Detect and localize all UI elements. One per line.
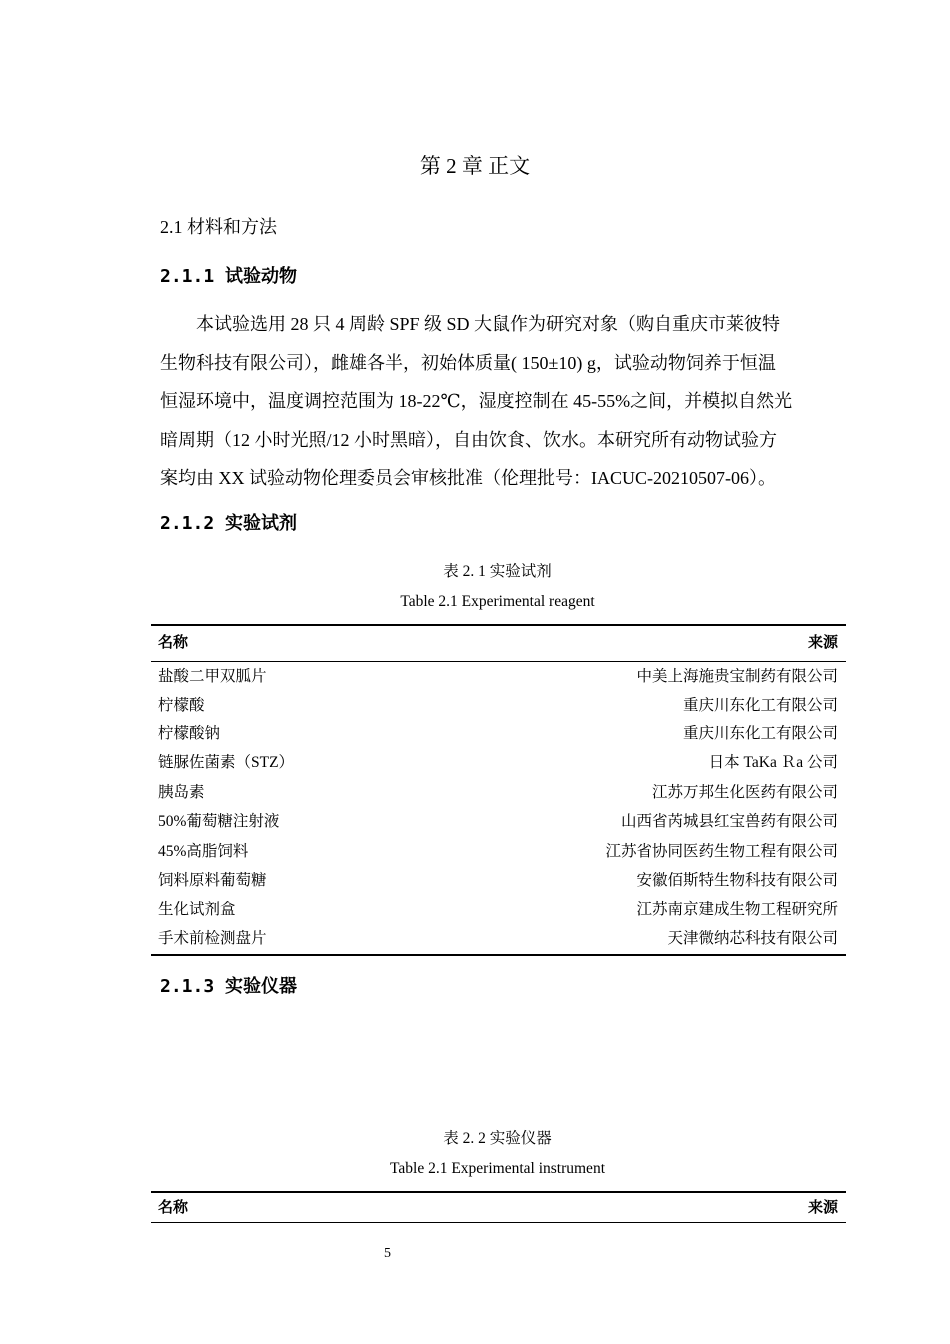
section-heading-2-1-2: 2.1.2 实验试剂 bbox=[160, 513, 298, 534]
reagent-name: 柠檬酸 bbox=[158, 697, 205, 714]
table1-top-rule bbox=[151, 624, 846, 626]
table-row bbox=[158, 926, 838, 955]
table-row bbox=[158, 750, 838, 779]
section-heading-2-1-1: 2.1.1 试验动物 bbox=[160, 266, 298, 287]
reagent-name: 45%高脂饲料 bbox=[158, 843, 249, 860]
reagent-source: 天津微纳芯科技有限公司 bbox=[667, 930, 838, 947]
table2-header-source: 来源 bbox=[807, 1198, 838, 1216]
reagent-name: 胰岛素 bbox=[158, 784, 205, 801]
table1-caption-en: Table 2.1 Experimental reagent bbox=[400, 593, 595, 610]
table2-top-rule bbox=[151, 1191, 846, 1193]
page-number: 5 bbox=[384, 1246, 391, 1261]
reagent-source: 安徽佰斯特生物科技有限公司 bbox=[636, 872, 838, 889]
table1-header-row bbox=[158, 631, 838, 660]
table-row bbox=[158, 721, 838, 750]
paragraph-line: 本试验选用 28 只 4 周龄 SPF 级 SD 大鼠作为研究对象（购自重庆市莱彼特 bbox=[196, 314, 781, 334]
paragraph-line: 恒湿环境中，温度调控范围为 18-22℃，湿度控制在 45-55%之间，并模拟自然光 bbox=[160, 391, 793, 411]
body-paragraph bbox=[160, 305, 837, 498]
reagent-source: 山西省芮城县红宝兽药有限公司 bbox=[620, 813, 838, 830]
section-heading-2-1-3: 2.1.3 实验仪器 bbox=[160, 976, 298, 997]
reagent-name: 盐酸二甲双胍片 bbox=[158, 668, 267, 685]
table2-caption-en: Table 2.1 Experimental instrument bbox=[390, 1160, 605, 1177]
paragraph-line: 暗周期（12 小时光照/12 小时黑暗），自由饮食、饮水。本研究所有动物试验方 bbox=[160, 429, 777, 450]
paragraph-line: 案均由 XX 试验动物伦理委员会审核批准（伦理批号：IACUC-20210507-06）。 bbox=[160, 468, 776, 488]
table2-header-name: 名称 bbox=[158, 1198, 189, 1216]
table1-bottom-rule bbox=[151, 954, 846, 956]
table-row bbox=[158, 809, 838, 838]
table-row bbox=[158, 780, 838, 809]
table1-header-name: 名称 bbox=[158, 633, 189, 651]
table-row bbox=[158, 868, 838, 897]
reagent-source: 中美上海施贵宝制药有限公司 bbox=[636, 668, 838, 685]
reagent-name: 链脲佐菌素（STZ） bbox=[158, 754, 295, 771]
table-row bbox=[158, 693, 838, 722]
reagent-source: 日本 TaKa Ｒa 公司 bbox=[708, 754, 838, 771]
table2-caption-cn: 表 2. 2 实验仪器 bbox=[443, 1130, 552, 1147]
reagent-source: 重庆川东化工有限公司 bbox=[682, 725, 838, 742]
table1-header-rule bbox=[151, 661, 846, 662]
table1-header-source: 来源 bbox=[807, 633, 838, 651]
reagent-name: 柠檬酸钠 bbox=[158, 725, 221, 742]
table-row bbox=[158, 897, 838, 926]
table2-header-rule bbox=[151, 1222, 846, 1223]
reagent-source: 江苏南京建成生物工程研究所 bbox=[636, 901, 838, 918]
reagent-name: 生化试剂盒 bbox=[158, 901, 236, 918]
table-row bbox=[158, 664, 838, 693]
table2-header-row bbox=[158, 1196, 838, 1225]
table-row bbox=[158, 839, 838, 868]
reagent-source: 江苏万邦生化医药有限公司 bbox=[651, 784, 838, 801]
reagent-name: 手术前检测盘片 bbox=[158, 930, 267, 947]
section-heading-2-1: 2.1 材料和方法 bbox=[160, 217, 277, 237]
table1-caption-cn: 表 2. 1 实验试剂 bbox=[443, 563, 552, 580]
chapter-title: 第 2 章 正文 bbox=[419, 154, 531, 178]
reagent-name: 50%葡萄糖注射液 bbox=[158, 813, 280, 830]
reagent-name: 饲料原料葡萄糖 bbox=[158, 872, 267, 889]
reagent-source: 重庆川东化工有限公司 bbox=[682, 697, 838, 714]
reagent-source: 江苏省协同医药生物工程有限公司 bbox=[605, 843, 838, 860]
paragraph-line: 生物科技有限公司），雌雄各半，初始体质量( 150±10) g，试验动物饲养于恒温 bbox=[160, 352, 776, 373]
